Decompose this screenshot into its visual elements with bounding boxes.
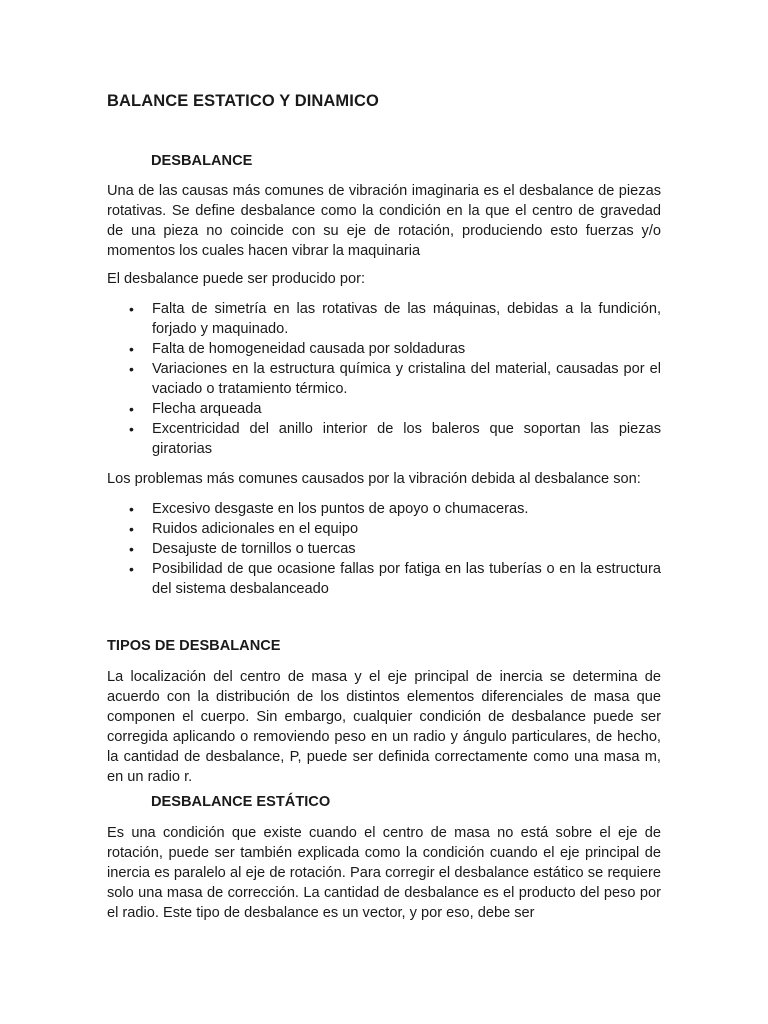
problems-lead-paragraph: Los problemas más comunes causados por la vibración debida al desbalance son: (107, 471, 641, 487)
list-item (107, 499, 661, 519)
bullet-icon: • (129, 401, 134, 417)
tipos-paragraph: La localización del centro de masa y el eje principal de inercia se determina de acuerdo con la distribución de los distintos elementos diferenciales de masa que componen el cuerpo. Sin embargo, cualquier condición de desbalance puede ser corregida aplicando o removiendo peso en un radio y ángulo particulares, de hecho, la cantidad de desbalance, P, puede ser definida correctamente como una masa m, en un radio r. (107, 669, 661, 785)
list-item-text: Falta de homogeneidad causada por soldaduras (152, 341, 466, 357)
bullet-icon: • (129, 521, 134, 537)
list-item-text: Desajuste de tornillos o tuercas (152, 541, 356, 557)
document-title: BALANCE ESTATICO Y DINAMICO (107, 92, 379, 110)
problems-list (107, 499, 661, 599)
list-item (107, 539, 661, 559)
list-item-text: Flecha arqueada (152, 401, 262, 417)
bullet-icon: • (129, 501, 134, 517)
list-item-text: Ruidos adicionales en el equipo (152, 521, 359, 537)
list-item (107, 419, 661, 459)
bullet-icon: • (129, 541, 134, 557)
bullet-icon: • (129, 421, 134, 437)
list-item-text: Posibilidad de que ocasione fallas por fatiga en las tuberías o en la estructura del sistema desbalanceado (152, 561, 661, 597)
list-item-text: Excesivo desgaste en los puntos de apoyo o chumaceras. (152, 501, 529, 517)
list-item-text: Falta de simetría en las rotativas de las máquinas, debidas a la fundición, forjado y maquinado. (152, 301, 661, 337)
bullet-icon: • (129, 561, 134, 577)
section-heading-tipos: TIPOS DE DESBALANCE (107, 638, 281, 654)
bullet-icon: • (129, 301, 134, 317)
list-item (107, 559, 661, 599)
section-heading-estatico: DESBALANCE ESTÁTICO (151, 794, 331, 810)
causes-lead-paragraph: El desbalance puede ser producido por: (107, 271, 365, 287)
estatico-paragraph: Es una condición que existe cuando el centro de masa no está sobre el eje de rotación, puede ser también explicada como la condición cuando el eje principal de inercia es paralelo al eje de rotación. Para corregir el desbalance estático se requiere solo una masa de corrección. La cantidad de desbalance es el producto del peso por el radio. Este tipo de desbalance es un vector, y por eso, debe ser (107, 825, 661, 921)
list-item (107, 519, 661, 539)
causes-list (107, 299, 661, 459)
list-item (107, 339, 661, 359)
list-item (107, 399, 661, 419)
bullet-icon: • (129, 341, 134, 357)
list-item (107, 299, 661, 339)
list-item-text: Excentricidad del anillo interior de los baleros que soportan las piezas giratorias (152, 421, 661, 457)
bullet-icon: • (129, 361, 134, 377)
section-heading-desbalance: DESBALANCE (151, 153, 253, 169)
list-item (107, 359, 661, 399)
desbalance-intro-paragraph: Una de las causas más comunes de vibración imaginaria es el desbalance de piezas rotativas. Se define desbalance como la condición en la que el centro de gravedad de una pieza no coincide con su eje de rotación, produciendo esto fuerzas y/o momentos los cuales hacen vibrar la maquinaria (107, 183, 661, 259)
list-item-text: Variaciones en la estructura química y cristalina del material, causadas por el vaciado o tratamiento térmico. (152, 361, 661, 397)
